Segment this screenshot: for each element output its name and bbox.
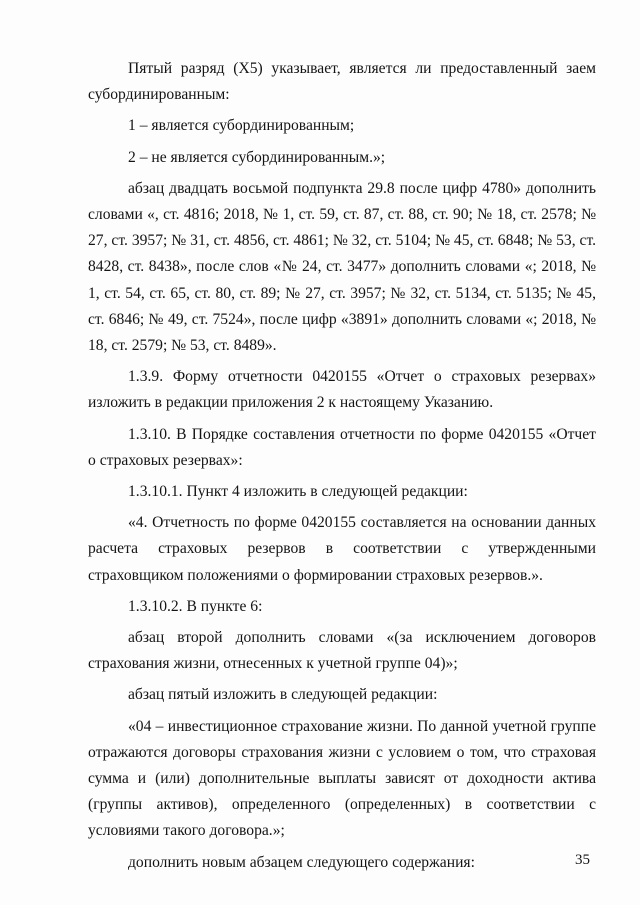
paragraph-1-3-10: 1.3.10. В Порядке составления отчетности по форме 0420155 «Отчет о страховых резервах»: <box>88 425 596 469</box>
paragraph-1-3-10-2: 1.3.10.2. В пункте 6: <box>128 597 263 615</box>
paragraph-item-4: «4. Отчетность по форме 0420155 составляется на основании данных расчета страховых резервов в соответствии с утвержденными страховщиком положениями о формировании страховых резервов.». <box>88 514 596 584</box>
paragraph-1-3-9: 1.3.9. Форму отчетности 0420155 «Отчет о страховых резервах» изложить в редакции приложения 2 к настоящему Указанию. <box>88 368 596 412</box>
paragraph-1-3-10-1: 1.3.10.1. Пункт 4 изложить в следующей редакции: <box>128 483 468 501</box>
paragraph-option-1: 1 – является субординированным; <box>128 117 355 135</box>
page-number: 35 <box>575 852 590 868</box>
paragraph-new-abzac: дополнить новым абзацем следующего содержания: <box>128 853 475 871</box>
paragraph-option-2: 2 – не является субординированным.»; <box>128 148 386 166</box>
paragraph-second-abzac: абзац второй дополнить словами «(за исключением договоров страхования жизни, отнесенных к учетной группе 04)»; <box>88 629 596 673</box>
paragraph-fifth-abzac: абзац пятый изложить в следующей редакции: <box>128 686 438 704</box>
paragraph-amendment-29-8: абзац двадцать восьмой подпункта 29.8 после цифр 4780» дополнить словами «, ст. 4816; 2018, № 1, ст. 59, ст. 87, ст. 88, ст. 90; № 18, ст. 2578; № 27, ст. 3957; № 31, ст. 4856, ст. 4861; № 32, ст. 5104; № 45, ст. 6848; № 53, ст. 8428, ст. 8438», после слов «№ 24, ст. 3477» дополнить словами «; 2018, № 1, ст. 54, ст. 65, ст. 80, ст. 89; № 27, ст. 3957; № 32, ст. 5134, ст. 5135; № 45, ст. 6846; № 49, ст. 7524», после цифр «3891» дополнить словами «; 2018, № 18, ст. 2579; № 53, ст. 8489». <box>88 179 596 355</box>
document-body <box>88 56 596 876</box>
paragraph-fifth-digit: Пятый разряд (Х5) указывает, является ли предоставленный заем субординированным: <box>88 60 596 104</box>
paragraph-group-04: «04 – инвестиционное страхование жизни. По данной учетной группе отражаются договоры страхования жизни с условием о том, что страховая сумма и (или) дополнительные выплаты зависят от доходности актива (группы активов), определенного (определенных) в соответствии с условиями такого договора.»; <box>88 717 596 840</box>
